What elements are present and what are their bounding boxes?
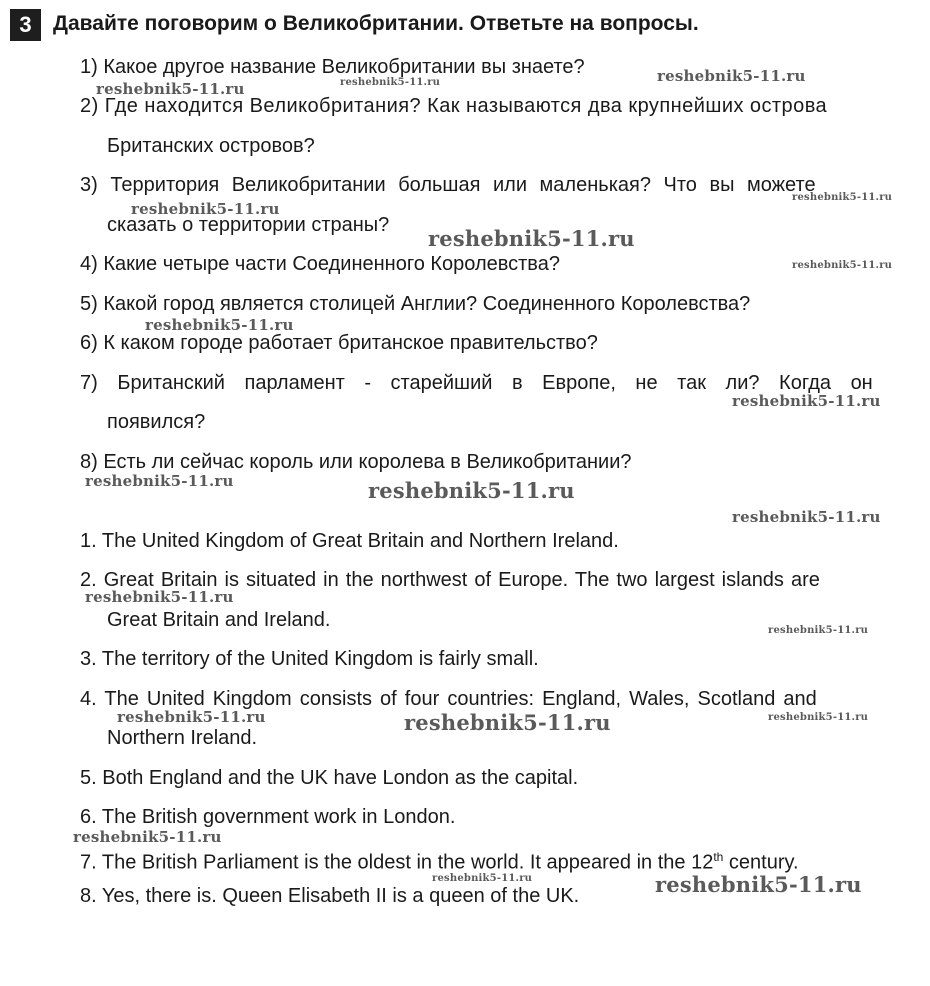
watermark: reshebnik5-11.ru [404,710,611,735]
watermark: reshebnik5-11.ru [657,67,806,85]
answer-7-text: 7. The British Parliament is the oldest in the world. It appeared in the 12 [80,851,714,874]
task-number-badge: 3 [10,9,41,41]
watermark: reshebnik5-11.ru [145,316,294,334]
question-3-line-1: 3) Территория Великобритании большая или маленькая? Что вы можете [80,174,816,196]
watermark: reshebnik5-11.ru [768,712,869,723]
watermark: reshebnik5-11.ru [428,226,635,251]
answer-1: 1. The United Kingdom of Great Britain and Northern Ireland. [80,530,619,552]
watermark: reshebnik5-11.ru [368,478,575,503]
watermark: reshebnik5-11.ru [73,828,222,846]
answer-5: 5. Both England and the UK have London as the capital. [80,767,579,789]
watermark: reshebnik5-11.ru [792,260,893,271]
task-title: Давайте поговорим о Великобритании. Ответьте на вопросы. [53,12,699,35]
question-5: 5) Какой город является столицей Англии? Соединенного Королевства? [80,293,751,315]
question-3-line-2: сказать о территории страны? [107,214,390,236]
question-2-line-1: 2) Где находится Великобритания? Как называются два крупнейших острова [80,95,828,117]
answer-2-line-1: 2. Great Britain is situated in the northwest of Europe. The two largest islands are [80,569,820,591]
watermark: reshebnik5-11.ru [732,508,881,526]
answer-2-line-2: Great Britain and Ireland. [107,609,331,631]
watermark: reshebnik5-11.ru [655,872,862,897]
question-7-line-1: 7) Британский парламент - старейший в Европе, не так ли? Когда он [80,372,873,394]
answer-3: 3. The territory of the United Kingdom is fairly small. [80,648,539,670]
question-4: 4) Какие четыре части Соединенного Королевства? [80,253,560,275]
question-6: 6) К каком городе работает британское правительство? [80,332,598,354]
watermark: reshebnik5-11.ru [768,625,869,636]
question-8: 8) Есть ли сейчас король или королева в Великобритании? [80,451,632,473]
answer-7-superscript: th [713,850,724,864]
answer-8: 8. Yes, there is. Queen Elisabeth II is a queen of the UK. [80,885,580,907]
answer-7-tail: century. [723,851,799,874]
answer-4-line-1: 4. The United Kingdom consists of four countries: England, Wales, Scotland and [80,688,817,710]
watermark: reshebnik5-11.ru [131,200,280,218]
answer-7 [80,845,799,875]
question-7-line-2: появился? [107,411,206,433]
answer-4-line-2: Northern Ireland. [107,727,258,749]
watermark: reshebnik5-11.ru [85,472,234,490]
watermark: reshebnik5-11.ru [732,392,881,410]
watermark: reshebnik5-11.ru [117,708,266,726]
watermark: reshebnik5-11.ru [340,77,441,88]
watermark: reshebnik5-11.ru [85,588,234,606]
question-1: 1) Какое другое название Великобритании вы знаете? [80,56,585,78]
watermark: reshebnik5-11.ru [432,873,533,884]
watermark: reshebnik5-11.ru [792,192,893,203]
answer-6: 6. The British government work in London. [80,806,456,828]
question-2-line-2: Британских островов? [107,135,315,157]
watermark: reshebnik5-11.ru [96,80,245,98]
